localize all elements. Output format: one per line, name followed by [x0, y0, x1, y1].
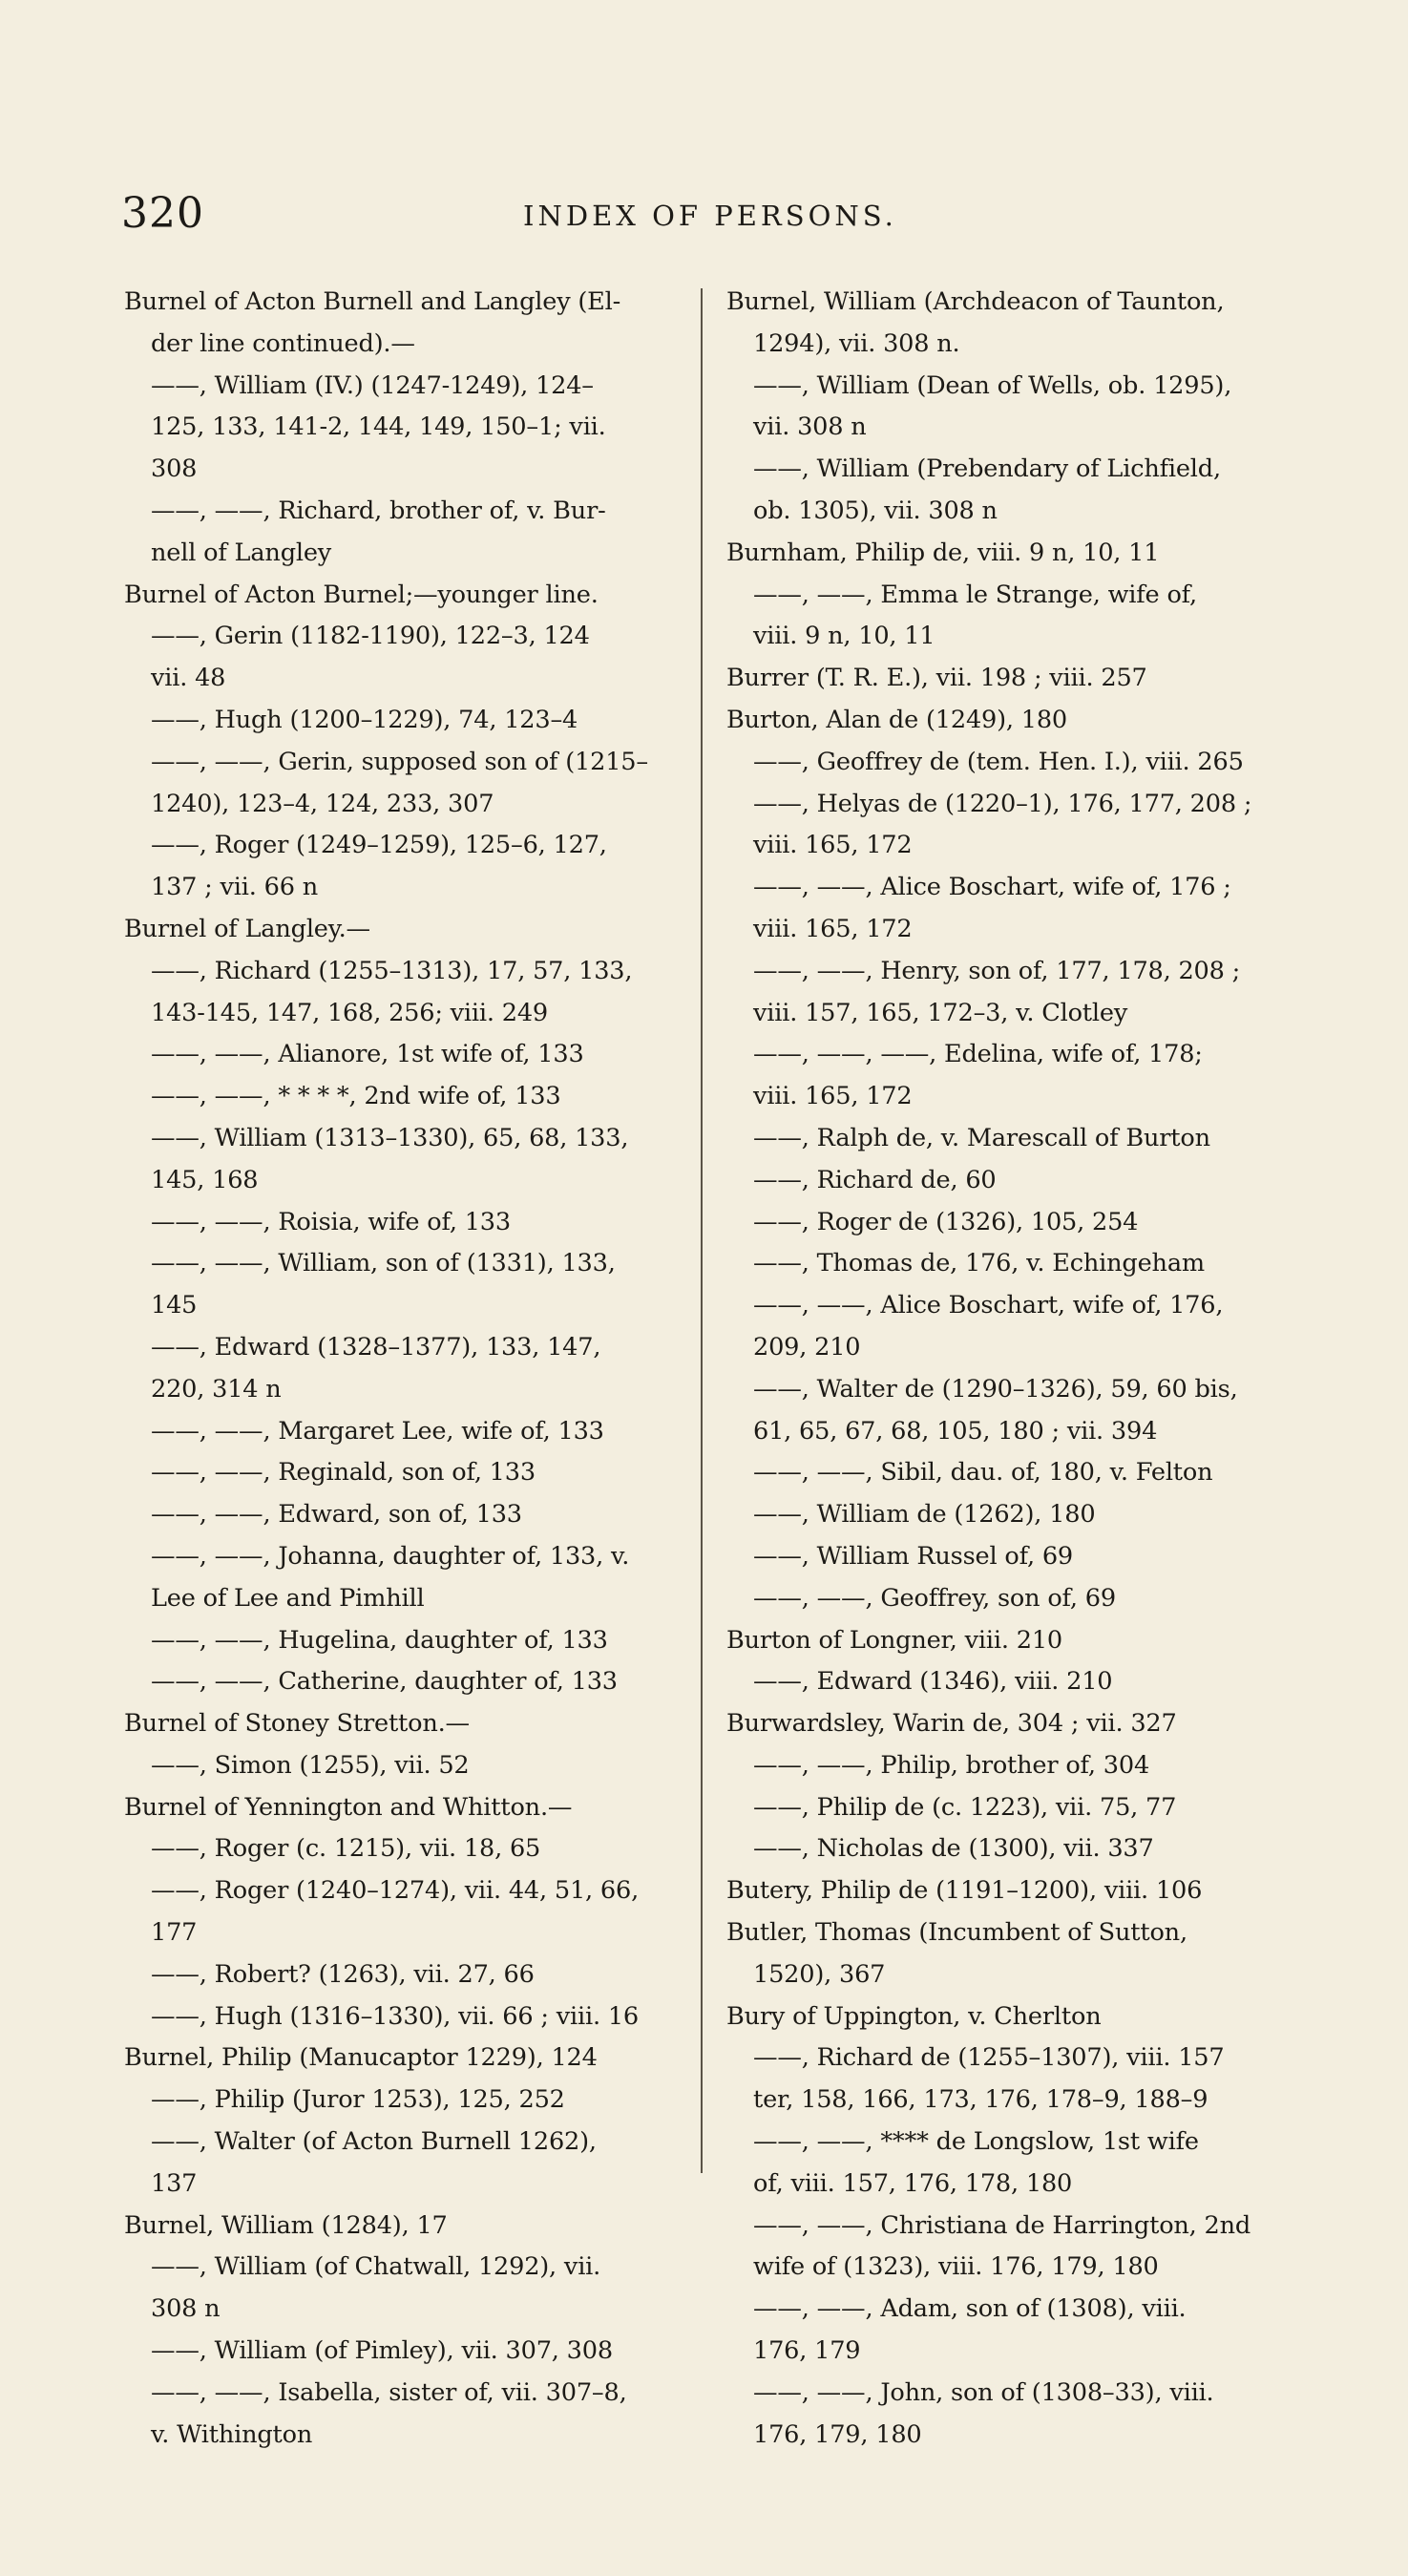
index-entry-line: ——, ——, Reginald, son of, 133: [151, 1458, 536, 1488]
left-index-column: [124, 282, 680, 2456]
index-entry-line: ——, ——, Philip, brother of, 304: [753, 1750, 1150, 1780]
index-entry-line: vii. 308 n: [753, 412, 867, 442]
index-entry-line: ——, ——, Edward, son of, 133: [151, 1500, 522, 1530]
index-entry-line: Burnel, Philip (Manucaptor 1229), 124: [124, 2043, 598, 2073]
index-entry-line: ——, Roger de (1326), 105, 254: [753, 1207, 1139, 1236]
column-divider: [701, 288, 703, 2173]
index-entry-line: Burnel, William (Archdeacon of Taunton,: [726, 287, 1225, 316]
index-entry-line: ——, ——, Johanna, daughter of, 133, v.: [151, 1541, 630, 1571]
index-entry-line: ——, Hugh (1200–1229), 74, 123–4: [151, 705, 578, 734]
index-entry-line: ——, Roger (1249–1259), 125–6, 127,: [151, 831, 607, 860]
index-entry-line: 209, 210: [753, 1332, 861, 1362]
index-entry-line: 1520), 367: [753, 1959, 886, 1989]
index-entry-line: ——, ——, Catherine, daughter of, 133: [151, 1667, 618, 1697]
index-entry-line: ——, Thomas de, 176, v. Echingeham: [753, 1249, 1205, 1278]
index-entry-line: ——, William (Prebendary of Lichfield,: [753, 454, 1221, 484]
index-entry-line: ——, ——, Alice Boschart, wife of, 176 ;: [753, 873, 1231, 902]
index-entry-line: ——, ——, Margaret Lee, wife of, 133: [151, 1416, 604, 1446]
index-entry-line: viii. 165, 172: [753, 914, 913, 943]
index-entry-line: ——, Simon (1255), vii. 52: [151, 1750, 470, 1780]
index-entry-line: ter, 158, 166, 173, 176, 178–9, 188–9: [753, 2085, 1208, 2115]
index-entry-line: 1294), vii. 308 n.: [753, 328, 960, 358]
index-entry-line: ob. 1305), vii. 308 n: [753, 496, 998, 525]
index-entry-line: viii. 9 n, 10, 11: [753, 622, 935, 651]
right-index-column: [726, 282, 1282, 2456]
index-entry-line: 137: [151, 2168, 198, 2198]
index-entry-line: ——, ——, **** de Longslow, 1st wife: [753, 2127, 1199, 2157]
index-entry-line: ——, Philip (Juror 1253), 125, 252: [151, 2085, 565, 2115]
index-entry-line: ——, Helyas de (1220–1), 176, 177, 208 ;: [753, 789, 1252, 818]
index-entry-line: der line continued).—: [151, 328, 415, 358]
index-entry-line: Burton, Alan de (1249), 180: [726, 705, 1068, 734]
index-entry-line: ——, ——, Richard, brother of, v. Bur-: [151, 496, 606, 525]
index-entry-line: ——, ——, Christiana de Harrington, 2nd: [753, 2210, 1251, 2240]
index-entry-line: ——, William de (1262), 180: [753, 1500, 1096, 1530]
index-entry-line: Butler, Thomas (Incumbent of Sutton,: [726, 1918, 1187, 1948]
index-entry-line: Burnel of Yennington and Whitton.—: [124, 1792, 573, 1822]
index-entry-line: v. Withington: [151, 2419, 313, 2449]
index-entry-line: ——, Nicholas de (1300), vii. 337: [753, 1834, 1154, 1864]
index-entry-line: ——, ——, Alice Boschart, wife of, 176,: [753, 1291, 1224, 1320]
index-entry-line: ——, Richard de, 60: [753, 1165, 997, 1194]
index-entry-line: ——, ——, Adam, son of (1308), viii.: [753, 2294, 1187, 2324]
index-entry-line: ——, Hugh (1316–1330), vii. 66 ; viii. 16: [151, 2001, 639, 2031]
index-entry-line: 145, 168: [151, 1165, 259, 1194]
index-entry-line: Butery, Philip de (1191–1200), viii. 106: [726, 1876, 1203, 1906]
index-entry-line: Burnel of Langley.—: [124, 914, 370, 943]
index-entry-line: vii. 48: [151, 664, 226, 693]
index-entry-line: wife of (1323), viii. 176, 179, 180: [753, 2252, 1159, 2282]
index-entry-line: ——, Richard (1255–1313), 17, 57, 133,: [151, 956, 633, 985]
index-entry-line: ——, Walter (of Acton Burnell 1262),: [151, 2127, 597, 2157]
index-entry-line: viii. 157, 165, 172–3, v. Clotley: [753, 998, 1128, 1027]
index-entry-line: ——, William (of Chatwall, 1292), vii.: [151, 2252, 601, 2282]
index-entry-line: Burwardsley, Warin de, 304 ; vii. 327: [726, 1709, 1177, 1739]
index-entry-line: ——, Walter de (1290–1326), 59, 60 bis,: [753, 1374, 1238, 1404]
index-entry-line: Burnel of Acton Burnell and Langley (El-: [124, 287, 621, 316]
index-entry-line: 176, 179: [753, 2336, 861, 2366]
index-entry-line: 61, 65, 67, 68, 105, 180 ; vii. 394: [753, 1416, 1158, 1446]
index-entry-line: 176, 179, 180: [753, 2419, 922, 2449]
index-entry-line: ——, Edward (1346), viii. 210: [753, 1667, 1113, 1697]
index-entry-line: ——, ——, William, son of (1331), 133,: [151, 1249, 616, 1278]
index-entry-line: ——, Roger (c. 1215), vii. 18, 65: [151, 1834, 541, 1864]
index-entry-line: Lee of Lee and Pimhill: [151, 1583, 425, 1613]
page-number: 320: [121, 189, 204, 238]
index-entry-line: ——, William (IV.) (1247-1249), 124–: [151, 370, 594, 400]
index-entry-line: ——, Roger (1240–1274), vii. 44, 51, 66,: [151, 1876, 640, 1906]
index-entry-line: viii. 165, 172: [753, 1082, 913, 1111]
index-entry-line: ——, ——, Gerin, supposed son of (1215–: [151, 747, 648, 776]
index-entry-line: ——, William (of Pimley), vii. 307, 308: [151, 2336, 613, 2366]
index-entry-line: ——, William Russel of, 69: [753, 1541, 1074, 1571]
index-entry-line: ——, ——, * * * *, 2nd wife of, 133: [151, 1082, 561, 1111]
index-entry-line: ——, ——, Sibil, dau. of, 180, v. Felton: [753, 1458, 1213, 1488]
index-entry-line: ——, Ralph de, v. Marescall of Burton: [753, 1123, 1210, 1152]
index-entry-line: 220, 314 n: [151, 1374, 282, 1404]
index-entry-line: Burton of Longner, viii. 210: [726, 1625, 1062, 1655]
index-entry-line: ——, Geoffrey de (tem. Hen. I.), viii. 265: [753, 747, 1244, 776]
index-entry-line: ——, Richard de (1255–1307), viii. 157: [753, 2043, 1225, 2073]
index-entry-line: 308: [151, 454, 198, 484]
index-entry-line: Bury of Uppington, v. Cherlton: [726, 2001, 1102, 2031]
index-entry-line: ——, Philip de (c. 1223), vii. 75, 77: [753, 1792, 1177, 1822]
index-entry-line: ——, ——, Emma le Strange, wife of,: [753, 580, 1197, 609]
index-entry-line: ——, ——, ——, Edelina, wife of, 178;: [753, 1040, 1203, 1069]
index-entry-line: Burnel, William (1284), 17: [124, 2210, 448, 2240]
index-entry-line: 308 n: [151, 2294, 221, 2324]
index-entry-line: 137 ; vii. 66 n: [151, 873, 319, 902]
index-entry-line: ——, ——, Geoffrey, son of, 69: [753, 1583, 1116, 1613]
index-entry-line: 125, 133, 141-2, 144, 149, 150–1; vii.: [151, 412, 606, 442]
index-entry-line: ——, ——, Hugelina, daughter of, 133: [151, 1625, 608, 1655]
index-entry-line: viii. 165, 172: [753, 831, 913, 860]
index-entry-line: Burnel of Acton Burnel;—younger line.: [124, 580, 599, 609]
index-entry-line: ——, ——, Isabella, sister of, vii. 307–8,: [151, 2377, 627, 2407]
index-entry-line: Burnham, Philip de, viii. 9 n, 10, 11: [726, 538, 1160, 567]
index-entry-line: ——, ——, Henry, son of, 177, 178, 208 ;: [753, 956, 1241, 985]
index-entry-line: ——, William (Dean of Wells, ob. 1295),: [753, 370, 1232, 400]
index-entry-line: ——, William (1313–1330), 65, 68, 133,: [151, 1123, 629, 1152]
index-entry-line: ——, Edward (1328–1377), 133, 147,: [151, 1332, 601, 1362]
index-entry-line: 177: [151, 1918, 198, 1948]
index-entry-line: ——, Gerin (1182-1190), 122–3, 124: [151, 622, 590, 651]
index-entry-line: 1240), 123–4, 124, 233, 307: [151, 789, 494, 818]
index-entry-line: Burrer (T. R. E.), vii. 198 ; viii. 257: [726, 664, 1147, 693]
index-entry-line: 143-145, 147, 168, 256; viii. 249: [151, 998, 549, 1027]
index-entry-line: ——, ——, John, son of (1308–33), viii.: [753, 2377, 1214, 2407]
index-entry-line: 145: [151, 1291, 198, 1320]
index-entry-line: Burnel of Stoney Stretton.—: [124, 1709, 470, 1739]
index-entry-line: of, viii. 157, 176, 178, 180: [753, 2168, 1073, 2198]
index-entry-line: ——, ——, Roisia, wife of, 133: [151, 1207, 511, 1236]
index-entry-line: ——, ——, Alianore, 1st wife of, 133: [151, 1040, 584, 1069]
index-entry-line: ——, Robert? (1263), vii. 27, 66: [151, 1959, 535, 1989]
running-head: INDEX OF PERSONS.: [523, 200, 897, 232]
index-entry-line: nell of Langley: [151, 538, 332, 567]
